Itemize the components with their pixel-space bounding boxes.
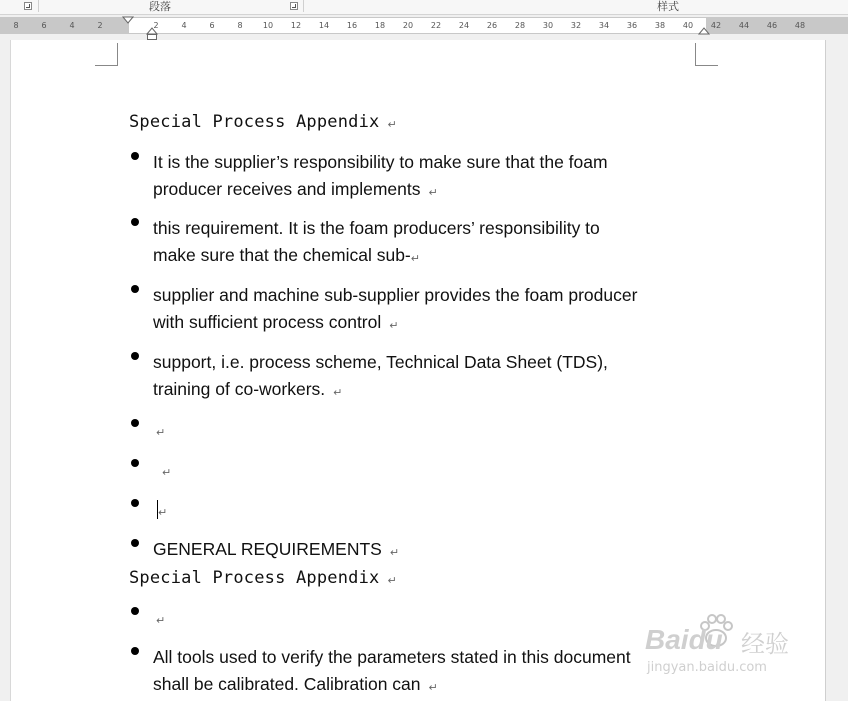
watermark-url: jingyan.baidu.com bbox=[647, 660, 767, 675]
paragraph-mark-icon: ↵ bbox=[428, 680, 438, 694]
heading-special-process-appendix[interactable] bbox=[129, 112, 397, 132]
ruler-tick-label: 30 bbox=[542, 21, 554, 30]
list-item-line: this requirement. It is the foam producers’ responsibility to bbox=[153, 218, 600, 238]
list-item[interactable] bbox=[153, 536, 713, 567]
paragraph-mark-icon: ↵ bbox=[389, 318, 399, 332]
paragraph-mark-icon: ↵ bbox=[156, 614, 166, 627]
ruler-tick-label: 6 bbox=[41, 21, 47, 30]
watermark-brand-cn: 经验 bbox=[741, 630, 789, 658]
bullet-icon bbox=[131, 419, 139, 427]
list-item-line: It is the supplier’s responsibility to make sure that the foam bbox=[153, 152, 608, 172]
ruler-tick-label: 22 bbox=[430, 21, 442, 30]
ruler-tick-label: 40 bbox=[682, 21, 694, 30]
page-margin-corner-top-right bbox=[695, 43, 718, 66]
ruler-tick-label: 10 bbox=[262, 21, 274, 30]
bullet-icon bbox=[131, 152, 139, 160]
list-item-line: All tools used to verify the parameters stated in this document bbox=[153, 647, 631, 667]
list-item[interactable] bbox=[153, 215, 713, 272]
watermark-brand: Baidu bbox=[645, 624, 723, 655]
paragraph-mark-icon: ↵ bbox=[387, 574, 397, 587]
ruler-tick-label: 12 bbox=[290, 21, 302, 30]
ruler-tick-label: 4 bbox=[69, 21, 75, 30]
ruler-tick-label: 32 bbox=[570, 21, 582, 30]
ruler-tick-label: 18 bbox=[374, 21, 386, 30]
ruler-tick-label: 26 bbox=[486, 21, 498, 30]
paragraph-mark-icon: ↵ bbox=[389, 546, 400, 559]
empty-list-item[interactable] bbox=[153, 604, 713, 635]
heading-special-process-appendix-2[interactable] bbox=[129, 568, 397, 588]
list-item-line: producer receives and implements bbox=[153, 178, 421, 199]
paragraph-group-label: 段落 bbox=[149, 0, 171, 13]
ruler-tick-label: 8 bbox=[13, 21, 19, 30]
ruler-tick-label: 20 bbox=[402, 21, 414, 30]
list-item[interactable] bbox=[153, 282, 713, 339]
bullet-icon bbox=[131, 459, 139, 467]
ruler-tick-label: 14 bbox=[318, 21, 330, 30]
ruler-tick-label: 34 bbox=[598, 21, 610, 30]
list-item-line: training of co-workers. bbox=[153, 378, 326, 399]
ruler-tick-label: 28 bbox=[514, 21, 526, 30]
ruler-tick-label: 16 bbox=[346, 21, 358, 30]
list-item[interactable] bbox=[153, 149, 713, 206]
page-margin-corner-top-left bbox=[95, 43, 118, 66]
ribbon-separator bbox=[303, 0, 304, 12]
ruler-tick-label: 8 bbox=[237, 21, 243, 30]
general-requirements-text: GENERAL REQUIREMENTS bbox=[153, 539, 382, 559]
ruler-text-area bbox=[129, 18, 706, 33]
paragraph-mark-icon: ↵ bbox=[158, 506, 168, 519]
bullet-icon bbox=[131, 607, 139, 615]
bullet-icon bbox=[131, 285, 139, 293]
heading-text: Special Process Appendix bbox=[129, 112, 380, 132]
bullet-icon bbox=[131, 352, 139, 360]
list-item-line: shall be calibrated. Calibration can bbox=[153, 673, 421, 694]
paragraph-group-launcher-icon[interactable] bbox=[290, 2, 298, 10]
list-item-line: make sure that the chemical sub- bbox=[153, 244, 411, 265]
ruler-tick-label: 4 bbox=[181, 21, 187, 30]
ribbon-strip bbox=[0, 0, 848, 15]
bullet-icon bbox=[131, 218, 139, 226]
empty-list-item[interactable] bbox=[153, 416, 713, 447]
heading-text: Special Process Appendix bbox=[129, 568, 380, 588]
empty-list-item[interactable] bbox=[153, 456, 713, 487]
ruler-tick-label: 44 bbox=[738, 21, 750, 30]
paragraph-mark-icon: ↵ bbox=[156, 426, 166, 439]
list-item[interactable] bbox=[153, 349, 713, 406]
paragraph-mark-icon: ↵ bbox=[428, 185, 438, 199]
bullet-icon bbox=[131, 539, 139, 547]
ruler-tick-label: 36 bbox=[626, 21, 638, 30]
ribbon-separator bbox=[38, 0, 39, 12]
list-item-line: support, i.e. process scheme, Technical Data Sheet (TDS), bbox=[153, 352, 608, 372]
list-item[interactable] bbox=[153, 644, 713, 701]
bullet-icon bbox=[131, 647, 139, 655]
paragraph-mark-icon: ↵ bbox=[162, 466, 172, 479]
ruler-tick-label: 38 bbox=[654, 21, 666, 30]
ruler-tick-label: 42 bbox=[710, 21, 722, 30]
paragraph-mark-icon: ↵ bbox=[333, 385, 343, 399]
paragraph-mark-icon: ↵ bbox=[387, 118, 397, 131]
styles-group-label: 样式 bbox=[657, 0, 679, 13]
ruler-tick-label: 46 bbox=[766, 21, 778, 30]
first-line-indent-icon[interactable] bbox=[122, 16, 134, 25]
list-item-line: with sufficient process control bbox=[153, 311, 382, 332]
empty-list-item-with-caret[interactable] bbox=[153, 496, 713, 527]
ruler-tick-label: 48 bbox=[794, 21, 806, 30]
right-indent-icon[interactable] bbox=[698, 27, 710, 36]
paragraph-mark-icon: ↵ bbox=[410, 251, 420, 265]
ruler-tick-label: 24 bbox=[458, 21, 470, 30]
font-group-launcher-icon[interactable] bbox=[24, 2, 32, 10]
bullet-icon bbox=[131, 499, 139, 507]
ruler-tick-label: 2 bbox=[97, 21, 103, 30]
list-item-line: supplier and machine sub-supplier provides the foam producer bbox=[153, 285, 638, 305]
ruler-tick-label: 6 bbox=[209, 21, 215, 30]
ruler-tick-label: 2 bbox=[153, 21, 159, 30]
